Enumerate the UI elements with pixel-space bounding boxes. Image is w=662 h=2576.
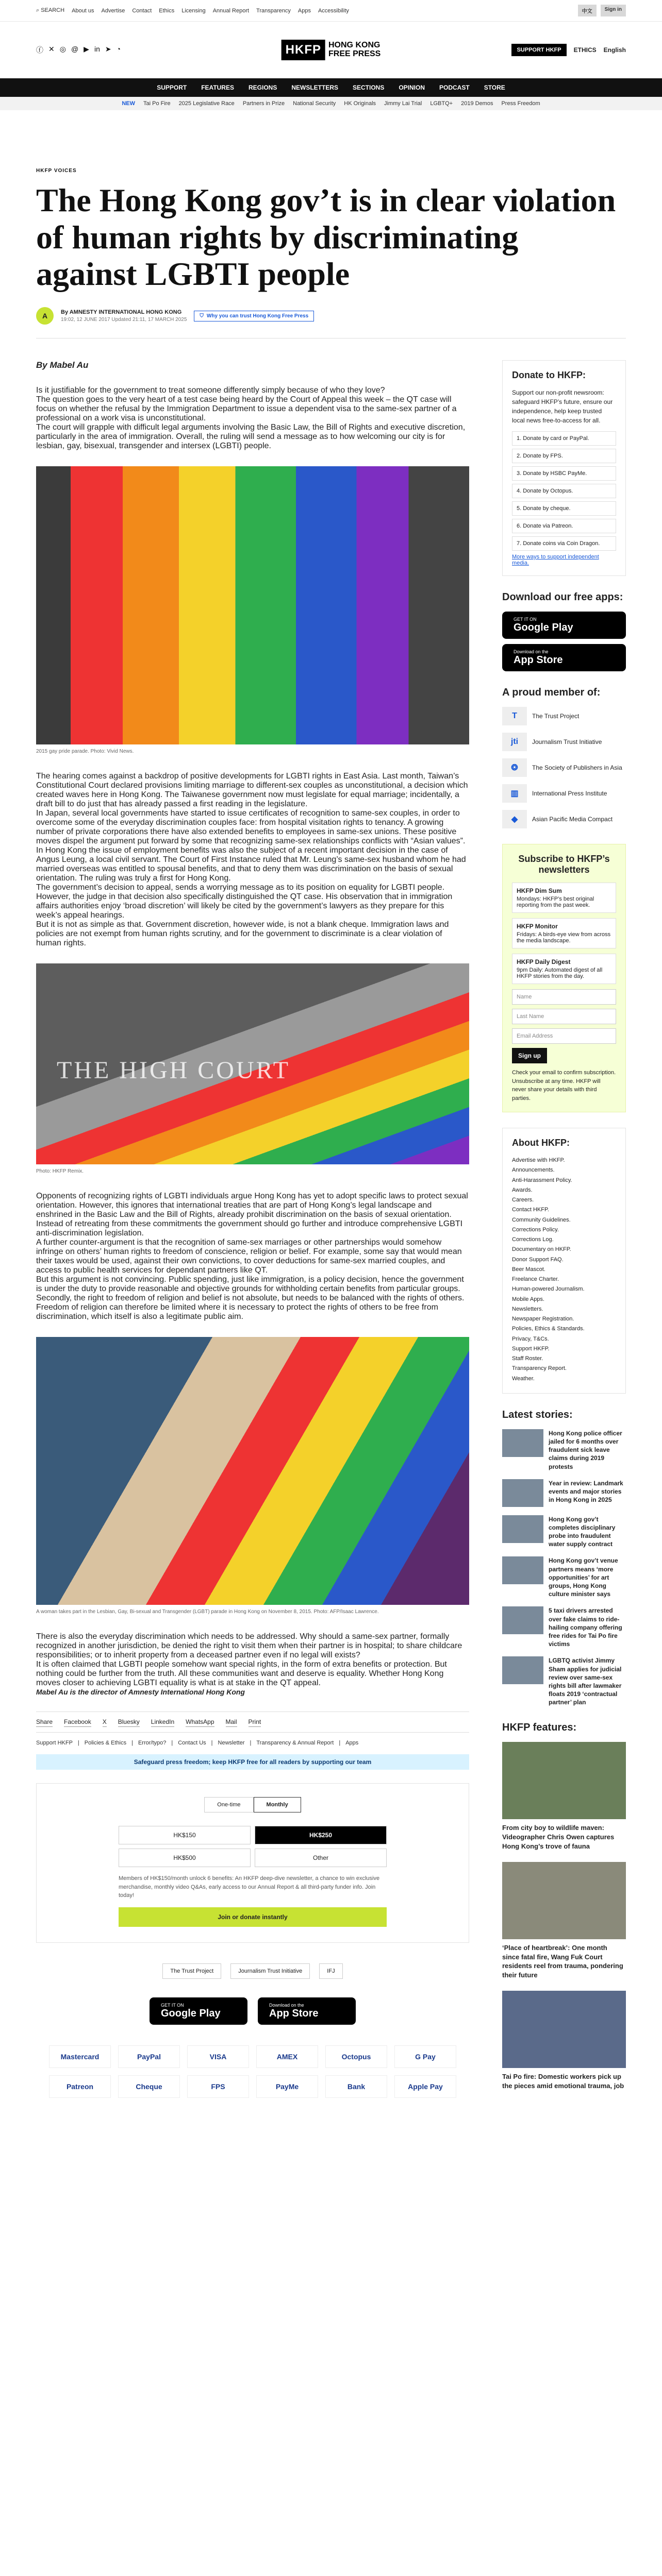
paragraph: There is also the everyday discrimination which needs to be addressed. Why should a same-sex partner, formally recognized in another jurisdiction, be denied the right to visit them when their partner is in hospital; to share childcare responsibilities; or to inherit property from a deceased partner even if no legal will exists?: [36, 1632, 462, 1660]
story-thumbnail: [502, 1656, 543, 1684]
utility-link[interactable]: Transparency: [256, 7, 291, 14]
about-link[interactable]: Privacy, T&Cs.: [512, 1335, 549, 1342]
trending-link[interactable]: 2025 Legislative Race: [178, 100, 235, 107]
more-ways-link[interactable]: More ways to support independent media.: [512, 554, 599, 567]
pride-parade-photo: [36, 466, 469, 744]
member-logo[interactable]: ❂ The Society of Publishers in Asia: [502, 758, 626, 777]
member-logo[interactable]: ▥ International Press Institute: [502, 784, 626, 803]
about-link[interactable]: Freelance Charter.: [512, 1276, 559, 1283]
donate-option[interactable]: 6. Donate via Patreon.: [512, 519, 616, 533]
about-box: [502, 1128, 626, 1394]
photo-caption: A woman takes part in the Lesbian, Gay, Bi-sexual and Transgender (LGBT) parade in Hong Kong on November 8, 2015. Photo: AFP/Isaac Lawrence.: [36, 1609, 379, 1615]
nav-item[interactable]: NEWSLETTERS: [291, 84, 338, 91]
app-store-button[interactable]: Download on the App Store: [258, 1997, 356, 2025]
x-icon[interactable]: ✕: [48, 45, 55, 53]
about-link[interactable]: Beer Mascot.: [512, 1266, 545, 1273]
author-bio: Mabel Au is the director of Amnesty International Hong Kong: [36, 1688, 245, 1697]
nav-item[interactable]: PODCAST: [439, 84, 470, 91]
footer-link[interactable]: Newsletter: [218, 1740, 245, 1747]
article-container: [36, 110, 626, 2129]
main-nav: [0, 78, 662, 97]
utility-link[interactable]: Licensing: [181, 7, 206, 14]
feature-item[interactable]: Tai Po fire: Domestic workers pick up the pieces amid emotional trauma, job: [502, 1991, 626, 2090]
donate-text: Support our non-profit newsroom: safeguard HKFP’s future, ensure our independence, help keep trusted local news free-to-access for all.: [512, 389, 613, 425]
nav-item[interactable]: STORE: [484, 84, 505, 91]
trending-link[interactable]: Partners in Prize: [242, 100, 285, 107]
feature-item[interactable]: From city boy to wildlife maven: Videographer Chris Owen captures Hong Kong’s trove of fauna: [502, 1742, 626, 1851]
trending-link[interactable]: Press Freedom: [501, 100, 540, 107]
app-store-buttons: [36, 1997, 469, 2025]
trending-link[interactable]: 2019 Demos: [461, 100, 493, 107]
linkedin-icon[interactable]: in: [94, 45, 100, 53]
paragraph: Is it justifiable for the government to treat someone differently simply because of who they love?: [36, 386, 385, 395]
about-link[interactable]: Awards.: [512, 1187, 533, 1193]
newsletter-signup: [502, 844, 626, 1112]
latest-story[interactable]: Hong Kong gov’t completes disciplinary probe into fraudulent water supply contract: [502, 1515, 626, 1549]
language-toggle[interactable]: English: [603, 46, 626, 54]
paragraph: The court will grapple with difficult legal arguments involving the Basic Law, the Bill of Rights and executive discretion, particularly in the area of immigration. Overall, the ruling will send a message as to how welcoming our city is for lesbian, gay, bisexual, transgender and intersex (LGBTI) people.: [36, 423, 466, 451]
about-link[interactable]: Anti-Harassment Policy.: [512, 1177, 572, 1183]
newsletter-option[interactable]: HKFP Dim Sum Mondays: HKFP’s best original reporting from the past week.: [512, 883, 616, 913]
trending-link[interactable]: Tai Po Fire: [143, 100, 171, 107]
apps-title: Download our free apps:: [502, 591, 623, 603]
masthead: [0, 22, 662, 78]
email-field[interactable]: Email Address: [512, 1028, 616, 1044]
cheque-logo: Cheque: [118, 2075, 180, 2098]
trending-bar: [0, 97, 662, 110]
about-link[interactable]: Support HKFP.: [512, 1345, 550, 1352]
sidebar-app-store-button[interactable]: Download on the App Store: [502, 644, 626, 671]
member-title: A proud member of:: [502, 687, 601, 699]
new-badge: NEW: [122, 100, 135, 107]
story-thumbnail: [502, 1429, 543, 1457]
fps-logo: FPS: [187, 2075, 249, 2098]
about-link[interactable]: Newsletters.: [512, 1306, 543, 1312]
trust-logo[interactable]: Journalism Trust Initiative: [230, 1963, 310, 1979]
about-link[interactable]: Careers.: [512, 1197, 534, 1204]
article-footer-links: Support HKFP | Policies & Ethics | Error/typo? | Contact Us | Newsletter | Transparency & Annual Report | Apps: [36, 1740, 359, 1747]
nav-item[interactable]: SUPPORT: [157, 84, 187, 91]
share-facebook-button[interactable]: Facebook: [64, 1717, 91, 1727]
bank-logo: Bank: [325, 2075, 387, 2098]
paragraph: But it is not as simple as that. Government discretion, however wide, is not a blank cheque. Immigration laws and policies are not exempt from human rights scrutiny, and for the government to discriminate is a clear violation of human rights.: [36, 920, 449, 948]
latest-title: Latest stories:: [502, 1409, 573, 1420]
share-bar: [36, 1711, 469, 1733]
signup-button[interactable]: Sign up: [512, 1048, 547, 1063]
about-link[interactable]: Contact HKFP.: [512, 1207, 549, 1213]
paragraph: It is often claimed that LGBTI people somehow want special rights, in the form of extra benefits or protection. But nothing could be further from the truth. All these communities want and deserve is equality. Whether Hong Kong moves closer to achieving LGBTI equality is what is at stake in the QT appeal.: [36, 1660, 447, 1688]
story-thumbnail: [502, 1556, 543, 1584]
amount-option[interactable]: Other: [255, 1849, 387, 1867]
facebook-icon[interactable]: ⓕ: [36, 46, 43, 54]
nav-item[interactable]: FEATURES: [201, 84, 234, 91]
photo-caption: 2015 gay pride parade. Photo: Vivid News.: [36, 749, 134, 755]
youtube-icon[interactable]: ▶: [84, 45, 89, 53]
trust-project-icon: T: [502, 707, 527, 725]
byline-author[interactable]: By AMNESTY INTERNATIONAL HONG KONG: [61, 309, 182, 316]
article-author: By Mabel Au: [36, 360, 89, 370]
share-print-button[interactable]: Print: [249, 1717, 261, 1727]
utility-link[interactable]: About us: [72, 7, 94, 14]
paragraph: A further counter-argument is that the recognition of same-sex marriages or other partnerships would somehow infringe on others’ human rights to freedom of conscience, religion or belief. For example, some say that would mean their taxes would be used, against their own convictions, to cover deductions for same-sex married couples, and access to public health services for dependant partners like QT.: [36, 1238, 462, 1275]
article-body: [36, 360, 469, 2129]
feature-item[interactable]: ‘Place of heartbreak’: One month since fatal fire, Wang Fuk Court residents reel from trauma, pondering their future: [502, 1862, 626, 1979]
trending-link[interactable]: Jimmy Lai Trial: [384, 100, 422, 107]
paypal-logo: PayPal: [118, 2045, 180, 2068]
story-thumbnail: [502, 1606, 543, 1634]
newsletter-title: Subscribe to HKFP’s newsletters: [518, 854, 610, 875]
donate-option[interactable]: 2. Donate by FPS.: [512, 449, 616, 463]
donate-option[interactable]: 5. Donate by cheque.: [512, 501, 616, 516]
paragraph: The government’s decision to appeal, sends a worrying message as to its position on equality for LGBTI people. However, the judge in that decision also specifically distinguished the QT case. His observation that in immigration affairs authorities enjoy ‘broad discretion’ will likely be cited by the government’s lawyers as they prepare for this week’s appeal hearings.: [36, 883, 453, 920]
about-link[interactable]: Donor Support FAQ.: [512, 1256, 564, 1263]
latest-story[interactable]: Hong Kong police officer jailed for 6 months over fraudulent sick leave claims during 2019 protests: [502, 1429, 626, 1471]
trending-link[interactable]: HK Originals: [344, 100, 376, 107]
about-link[interactable]: Weather.: [512, 1375, 535, 1382]
nav-item[interactable]: OPINION: [399, 84, 425, 91]
octopus-logo: Octopus: [325, 2045, 387, 2068]
donate-box: [502, 360, 626, 576]
social-icons: [36, 45, 121, 55]
share-linkedin-button[interactable]: LinkedIn: [151, 1717, 174, 1727]
newsletter-option[interactable]: HKFP Daily Digest 9pm Daily: Automated digest of all HKFP stories from the day.: [512, 954, 616, 984]
jti-icon: jti: [502, 733, 527, 751]
about-link[interactable]: Newspaper Registration.: [512, 1316, 574, 1323]
share-whatsapp-button[interactable]: WhatsApp: [186, 1717, 214, 1727]
apple-pay-logo: Apple Pay: [394, 2075, 456, 2098]
mastercard-logo: Mastercard: [49, 2045, 111, 2068]
about-link[interactable]: Mobile Apps.: [512, 1296, 544, 1302]
paragraph: In Hong Kong the issue of employment benefits was also the subject of a recent important decision in the case of Angus Leung, a local civil servant. The Court of First Instance ruled that Mr. Leung’s same-sex husband whom he had married overseas was entitled to spousal benefits, and that to deny them was discrimination on the basis of sexual orientation. The ruling was truly a first for Hong Kong.: [36, 846, 466, 883]
last-name-field[interactable]: Last Name: [512, 1009, 616, 1024]
byline: [36, 307, 626, 338]
trust-logo[interactable]: The Trust Project: [162, 1963, 221, 1979]
search-icon: ⌕: [36, 7, 41, 13]
about-link[interactable]: Corrections Log.: [512, 1236, 554, 1243]
newsletter-option[interactable]: HKFP Monitor Fridays: A birds-eye view from across the media landscape.: [512, 918, 616, 948]
support-banner[interactable]: Safeguard press freedom; keep HKFP free for all readers by supporting our team: [36, 1754, 469, 1770]
article-title: The Hong Kong gov’t is in clear violation of human rights by discriminating against LGBTI people: [36, 182, 616, 293]
ipi-icon: ▥: [502, 784, 527, 803]
search-link[interactable]: ⌕ SEARCH: [36, 7, 65, 13]
about-link[interactable]: Staff Roster.: [512, 1355, 543, 1362]
trust-badge[interactable]: ⛉ Why you can trust Hong Kong Free Press: [194, 311, 314, 321]
sign-in-button[interactable]: Sign in: [601, 5, 626, 16]
signup-note: Check your email to confirm subscription. Unsubscribe at any time. HKFP will never share your details with third parties.: [512, 1070, 616, 1101]
trending-link[interactable]: LGBTQ+: [430, 100, 453, 107]
story-thumbnail: [502, 1515, 543, 1543]
about-title: About HKFP:: [512, 1138, 570, 1148]
rss-icon[interactable]: ◔: [116, 45, 121, 53]
utility-link[interactable]: Contact: [132, 7, 152, 14]
share-label: Share: [36, 1717, 53, 1727]
name-field[interactable]: Name: [512, 989, 616, 1005]
member-logo[interactable]: ◆ Asian Pacific Media Compact: [502, 810, 626, 828]
telegram-icon[interactable]: ➤: [105, 45, 111, 53]
about-link[interactable]: Community Guidelines.: [512, 1216, 571, 1223]
footer-link[interactable]: Policies & Ethics: [84, 1740, 127, 1747]
share-x-button[interactable]: X: [103, 1717, 107, 1727]
sopa-icon: ❂: [502, 758, 527, 777]
instagram-icon[interactable]: ◎: [59, 45, 66, 53]
donate-option[interactable]: 4. Donate by Octopus.: [512, 484, 616, 498]
nav-item[interactable]: SECTIONS: [353, 84, 385, 91]
amex-logo: AMEX: [256, 2045, 318, 2068]
sidebar-google-play-button[interactable]: GET IT ON Google Play: [502, 612, 626, 639]
paragraph: Secondly, the right to freedom of religion and belief is not absolute, but needs to be balanced with the rights of others. Freedom of religion can therefore be limited where it is necessary to protect the rights of others to be free from discrimination, which itself is also a legitimate public aim.: [36, 1294, 465, 1321]
payment-methods: [36, 2045, 469, 2098]
donation-note: Members of HK$150/month unlock 6 benefits: An HKFP deep-dive newsletter, a chance to win exclusive merchandise, monthly video Q&As, early access to our Annual Report & all third-party funder info. Join today!: [119, 1875, 380, 1899]
paragraph: The question goes to the very heart of a test case being heard by the Court of Appeal this week – the QT case will focus on whether the refusal by the Immigration Department to issue a dependent visa to the same-sex partner of a professional on a work visa is unconstitutional.: [36, 395, 457, 423]
payme-logo: PayMe: [256, 2075, 318, 2098]
footer-link[interactable]: Error/typo?: [138, 1740, 167, 1747]
share-mail-button[interactable]: Mail: [226, 1717, 237, 1727]
join-donate-button[interactable]: Join or donate instantly: [119, 1907, 387, 1927]
latest-story[interactable]: Year in review: Landmark events and major stories in Hong Kong in 2025: [502, 1479, 626, 1507]
paragraph: But this argument is not convincing. Public spending, just like immigration, is a policy decision, hence the government is under the duty to provide reasonable and objective grounds for withholding certain benefits from particular groups.: [36, 1275, 464, 1294]
latest-story[interactable]: LGBTQ activist Jimmy Sham applies for judicial review over same-sex rights bill after lawmaker floats 2019 ‘contractual partner’ plan: [502, 1656, 626, 1706]
trending-link[interactable]: National Security: [293, 100, 336, 107]
paragraph: The hearing comes against a backdrop of positive developments for LGBTI rights in East Asia. Last month, Taiwan’s Constitutional Court declared provisions limiting marriage to different-sex couples as unconstitutional, a decision which created waves here in Hong Kong. The Taiwanese government now must legislate for equal marriage; incidentally, a draft bill to do just that has already passed a first reading in the legislature.: [36, 772, 468, 809]
photo-caption: Photo: HKFP Remix.: [36, 1168, 84, 1175]
latest-story[interactable]: Hong Kong gov’t venue partners means ‘more opportunities’ for art groups, Hong Kong culture minister says: [502, 1556, 626, 1598]
utility-link[interactable]: Annual Report: [212, 7, 250, 14]
threads-icon[interactable]: @: [71, 45, 79, 53]
article-kicker[interactable]: HKFP VOICES: [36, 168, 77, 174]
high-court-photo: [36, 963, 469, 1164]
parade-woman-photo: [36, 1337, 469, 1605]
author-avatar: A: [36, 307, 54, 325]
footer-link[interactable]: Contact Us: [178, 1740, 206, 1747]
about-link[interactable]: Documentary on HKFP.: [512, 1246, 571, 1253]
language-button[interactable]: 中文: [578, 5, 597, 16]
footer-link[interactable]: Apps: [345, 1740, 359, 1747]
logo-text: HONG KONG FREE PRESS: [328, 41, 381, 58]
amount-options: [119, 1826, 387, 1867]
one-time-tab[interactable]: One-time: [204, 1797, 253, 1812]
about-link[interactable]: Transparency Report.: [512, 1365, 567, 1372]
features-title: HKFP features:: [502, 1722, 577, 1734]
member-logo[interactable]: jti Journalism Trust Initiative: [502, 733, 626, 751]
media-compact-icon: ◆: [502, 810, 527, 828]
donate-title: Donate to HKFP:: [512, 370, 586, 381]
frequency-toggle: [57, 1797, 448, 1812]
visa-logo: VISA: [187, 2045, 249, 2068]
donation-widget: [36, 1783, 469, 1943]
shield-icon: ⛉: [200, 313, 204, 319]
paragraph: In Japan, several local governments have started to issue certificates of recognition to same-sex couples, in order to overcome some of the everyday discrimination couples face: from hospital visitation rights to tenancy. A growing number of private corporations there have also extended benefits to employees in same-sex unions. These positive moves dispel the argument put forward by some that recognizing same-sex relationships conflicts with “Asian values”.: [36, 809, 466, 846]
paragraph: Opponents of recognizing rights of LGBTI individuals argue Hong Kong has yet to adopt specific laws to protect sexual orientation. However, this ignores that international treaties that are part of Hong Kong’s legal landscape and enshrined in the Basic Law and the Bill of Rights, already prohibit discrimination on the basis of sexual orientation. Instead of retreating from these commitments the government should go further and introduce comprehensive LGBTI anti-discrimination legislation.: [36, 1192, 468, 1238]
site-logo[interactable]: [282, 40, 381, 60]
footer-link[interactable]: Transparency & Annual Report: [256, 1740, 334, 1747]
amount-option[interactable]: HK$150: [119, 1826, 251, 1844]
utility-link[interactable]: Ethics: [159, 7, 175, 14]
donate-option[interactable]: 3. Donate by HSBC PayMe.: [512, 466, 616, 481]
feature-thumbnail: [502, 1742, 626, 1819]
footer-link[interactable]: Support HKFP: [36, 1740, 73, 1747]
google-play-button[interactable]: GET IT ON Google Play: [150, 1997, 247, 2025]
latest-story[interactable]: 5 taxi drivers arrested over fake claims to ride-hailing company offering free rides for Tai Po fire victims: [502, 1606, 626, 1648]
about-link[interactable]: Human-powered Journalism.: [512, 1286, 585, 1293]
byline-date: 19:02, 12 JUNE 2017 Updated 21:11, 17 MARCH 2025: [61, 317, 187, 323]
utility-link[interactable]: Accessibility: [318, 7, 349, 14]
about-link[interactable]: Corrections Policy.: [512, 1226, 559, 1233]
feature-thumbnail: [502, 1991, 626, 2068]
feature-thumbnail: [502, 1862, 626, 1939]
nav-item[interactable]: REGIONS: [248, 84, 277, 91]
donate-option[interactable]: 1. Donate by card or PayPal.: [512, 431, 616, 446]
utility-bar: [0, 0, 662, 22]
donate-option[interactable]: 7. Donate coins via Coin Dragon.: [512, 536, 616, 551]
utility-link[interactable]: Apps: [297, 7, 311, 14]
monthly-tab[interactable]: Monthly: [254, 1797, 301, 1812]
story-thumbnail: [502, 1479, 543, 1507]
patreon-logo: Patreon: [49, 2075, 111, 2098]
about-link[interactable]: Announcements.: [512, 1167, 555, 1174]
member-logo[interactable]: T The Trust Project: [502, 707, 626, 725]
amount-option[interactable]: HK$250: [255, 1826, 387, 1844]
share-bluesky-button[interactable]: Bluesky: [118, 1717, 140, 1727]
trust-logo[interactable]: IFJ: [319, 1963, 342, 1979]
gpay-logo: G Pay: [394, 2045, 456, 2068]
sidebar: [502, 360, 626, 2129]
trust-logos: [36, 1963, 469, 1979]
utility-link[interactable]: Advertise: [101, 7, 125, 14]
ethics-link[interactable]: ETHICS: [573, 46, 597, 54]
about-link[interactable]: Policies, Ethics & Standards.: [512, 1326, 585, 1332]
support-hkfp-button[interactable]: SUPPORT HKFP: [511, 44, 566, 56]
court-sign-text: THE HIGH COURT: [57, 1057, 291, 1084]
logo-mark: HKFP: [282, 40, 325, 60]
about-link[interactable]: Advertise with HKFP.: [512, 1157, 565, 1164]
amount-option[interactable]: HK$500: [119, 1849, 251, 1867]
